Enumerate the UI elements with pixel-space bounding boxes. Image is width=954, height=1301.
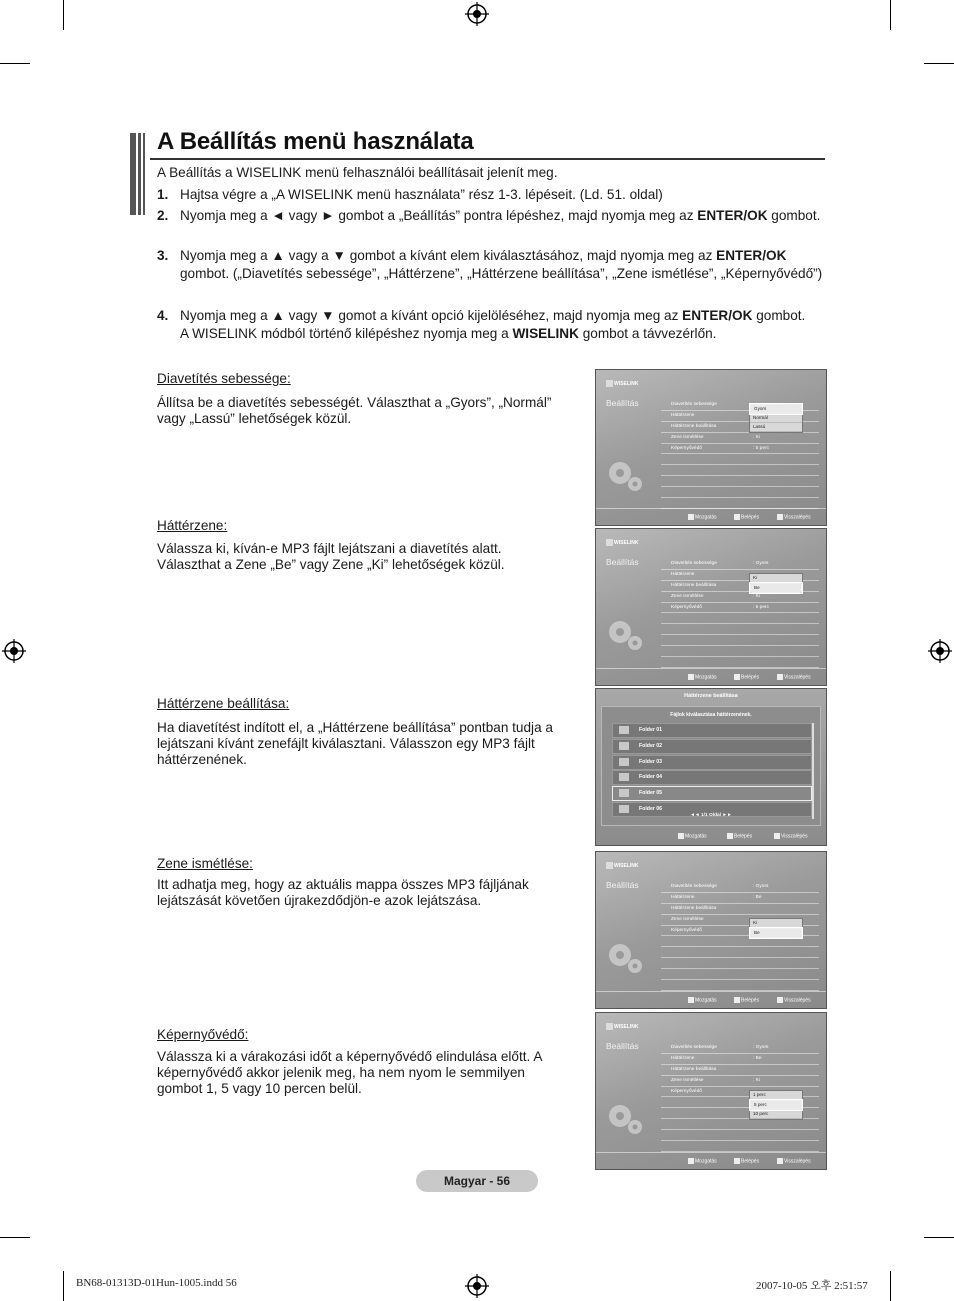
tv-screen-screensaver: [595, 1012, 827, 1170]
settings-row: [661, 657, 819, 668]
folder-icon: [619, 789, 629, 797]
screen-footer: [596, 1152, 826, 1169]
step-text: Hajtsa végre a „A WISELINK menü használata” rész 1-3. lépéseit. (Ld. 51. oldal): [180, 187, 663, 202]
settings-row: [661, 487, 819, 498]
setting-value: : Be: [753, 894, 762, 900]
settings-row: [661, 1130, 819, 1141]
settings-row: [661, 958, 819, 969]
footer-enter: Belépés: [727, 833, 752, 839]
settings-row: [661, 635, 819, 646]
setting-label: Háttérzene: [671, 1055, 695, 1061]
logo-text: WISELINK: [614, 862, 639, 869]
setting-value: : Ki: [753, 434, 760, 440]
section-body: Válassza ki, kíván-e MP3 fájlt lejátszani a diavetítés alatt. Választhat a Zene „Be” vagy Zene „Ki” lehetőségek közül.: [157, 541, 505, 572]
option-item[interactable]: Ki: [750, 919, 802, 928]
footer-back: Visszalépés: [777, 1158, 811, 1164]
section-title: Képernyővédő:: [157, 1027, 249, 1042]
wiselink-logo: [606, 1023, 638, 1030]
folder-icon: [619, 773, 629, 781]
folder-list-box: [601, 706, 821, 826]
print-timestamp: 2007-10-05 오후 2:51:57: [756, 1280, 868, 1292]
setting-value: : Ki: [753, 1077, 760, 1083]
crop-mark: [890, 1271, 891, 1301]
settings-row: [661, 476, 819, 487]
footer-move: Mozgatás: [688, 997, 717, 1003]
folder-name: Folder 02: [639, 742, 663, 749]
step-text: Nyomja meg a ▲ vagy ▼ gomot a kívánt opció kijelöléséhez, majd nyomja meg az ENTER/OK gombot. A WISELINK módból történő kilépéshez nyomja meg a WISELINK gombot a távvezérlőn.: [180, 308, 806, 341]
tv-screen-background-music: [595, 528, 827, 686]
settings-row: [661, 947, 819, 958]
crop-mark: [890, 0, 891, 30]
registration-mark-icon: [2, 639, 26, 663]
setting-label: Háttérzene: [671, 894, 695, 900]
crop-mark: [0, 63, 30, 64]
settings-row[interactable]: [661, 893, 819, 904]
step-text: Nyomja meg a ◄ vagy ► gombot a „Beállítás” pontra lépéshez, majd nyomja meg az ENTER/OK gombot.: [180, 208, 821, 223]
section-body: Ha diavetítést indított el, a „Háttérzene beállítása” pontban tudja a lejátszani kívánt zenefájlt kiválasztani. Válasszon egy MP3 fájlt háttérzenének.: [157, 720, 553, 767]
section-body: Válassza ki a várakozási időt a képernyővédő elindulása előtt. A képernyővédő akkor jelenik meg, ha nem nyom le semmilyen gombot 1, 5 vagy 10 percen belül.: [157, 1049, 542, 1096]
settings-row[interactable]: [661, 1065, 819, 1076]
crop-mark: [63, 1271, 64, 1301]
setting-label: Diavetítés sebessége: [671, 561, 717, 566]
option-item[interactable]: Gyors: [750, 404, 802, 414]
setting-label: Zene ismétlése: [671, 593, 704, 599]
settings-row: [661, 969, 819, 980]
setting-label: Képernyővédő: [671, 1088, 702, 1094]
screen-footer: [596, 991, 826, 1008]
footer-enter: Belépés: [734, 674, 759, 680]
setting-label: Háttérzene: [671, 412, 695, 418]
setting-label: Háttérzene beállítása: [671, 423, 717, 429]
footer-move: Mozgatás: [678, 833, 707, 839]
settings-row[interactable]: [661, 1076, 819, 1087]
setting-value: : 5 perc: [753, 604, 769, 610]
folder-item[interactable]: [612, 723, 812, 738]
settings-row[interactable]: [661, 882, 819, 893]
section-title: Háttérzene beállítása:: [157, 696, 290, 711]
registration-mark-icon: [465, 2, 489, 26]
settings-row[interactable]: [661, 559, 819, 570]
step-number: 2.: [157, 208, 169, 223]
section-body: Állítsa be a diavetítés sebességét. Választhat a „Gyors”, „Normál” vagy „Lassú” lehetőségek közül.: [157, 395, 552, 426]
option-item[interactable]: 5 perc: [750, 1100, 802, 1110]
setting-label: Képernyővédő: [671, 927, 702, 933]
settings-row: [661, 613, 819, 624]
screen-footer: [596, 829, 826, 845]
setting-label: Háttérzene beállítása: [671, 905, 717, 911]
setting-label: Háttérzene beállítása: [671, 1066, 717, 1072]
folder-icon: [619, 742, 629, 750]
folder-name: Folder 03: [639, 758, 663, 765]
folder-item[interactable]: [612, 739, 812, 754]
intro-text: A Beállítás a WISELINK menü felhasználói beállításait jelenít meg.: [157, 165, 558, 180]
pager[interactable]: ◄◄ 1/1 Oldal ►►: [690, 813, 732, 818]
logo-text: WISELINK: [614, 380, 639, 387]
setting-value: : Gyors: [753, 884, 769, 889]
footer-back: Visszalépés: [777, 514, 811, 520]
screen-title: Háttérzene beállítása: [684, 693, 738, 699]
folder-item[interactable]: [612, 770, 812, 785]
scrollbar[interactable]: [812, 723, 814, 819]
menu-name: Beállítás: [606, 398, 639, 408]
option-item[interactable]: Lassú: [750, 423, 802, 432]
menu-name: Beállítás: [606, 1041, 639, 1051]
crop-mark: [63, 0, 64, 30]
logo-text: WISELINK: [614, 539, 639, 546]
footer-move: Mozgatás: [688, 1158, 717, 1164]
setting-label: Diavetítés sebessége: [671, 884, 717, 889]
gear-icon: [604, 937, 646, 979]
folder-name: Folder 06: [639, 806, 663, 812]
setting-value: : 5 perc: [753, 445, 769, 451]
footer-back: Visszalépés: [777, 674, 811, 680]
footer-enter: Belépés: [734, 997, 759, 1003]
setting-label: Háttérzene: [671, 571, 695, 577]
tv-screen-slideshow-speed: [595, 369, 827, 526]
screen-footer: [596, 508, 826, 525]
folder-name: Folder 05: [639, 790, 663, 797]
setting-value: : Gyors: [753, 561, 769, 566]
settings-row: [661, 646, 819, 657]
gear-icon: [604, 455, 646, 497]
options-popup[interactable]: [749, 573, 803, 594]
screen-footer: [596, 668, 826, 685]
page-title: A Beállítás menü használata: [157, 128, 474, 155]
gear-icon: [604, 614, 646, 656]
footer-back: Visszalépés: [777, 997, 811, 1003]
setting-label: Zene ismétlése: [671, 434, 704, 440]
step-number: 3.: [157, 248, 169, 263]
wiselink-logo: [606, 539, 638, 546]
folder-icon: [619, 726, 629, 734]
folder-item[interactable]: [612, 755, 812, 770]
settings-row: [661, 980, 819, 991]
option-item[interactable]: Be: [750, 583, 802, 593]
setting-value: : Gyors: [753, 1045, 769, 1050]
setting-value: : Be: [753, 1055, 762, 1061]
folder-name: Folder 01: [639, 727, 663, 733]
folder-icon: [619, 758, 629, 766]
setting-value: : Ki: [753, 593, 760, 599]
setting-label: Zene ismétlése: [671, 1077, 704, 1083]
options-popup[interactable]: [749, 1090, 803, 1120]
options-popup[interactable]: [749, 918, 803, 939]
step-number: 1.: [157, 187, 169, 202]
settings-row: [661, 465, 819, 476]
settings-row[interactable]: [661, 1043, 819, 1054]
footer-move: Mozgatás: [688, 514, 717, 520]
tv-screen-music-repeat: [595, 851, 827, 1009]
title-bar-decoration: [130, 133, 146, 215]
footer-move: Mozgatás: [688, 674, 717, 680]
settings-row: [661, 624, 819, 635]
wiselink-logo: [606, 380, 638, 387]
menu-name: Beállítás: [606, 557, 639, 567]
option-item[interactable]: Ki: [750, 574, 802, 583]
section-title: Háttérzene:: [157, 518, 228, 533]
setting-label: Zene ismétlése: [671, 916, 704, 922]
crop-mark: [0, 1237, 30, 1238]
print-file-name: BN68-01313D-01Hun-1005.indd 56: [76, 1277, 237, 1289]
tv-screen-background-music-setting: [595, 688, 827, 846]
options-popup[interactable]: [749, 403, 803, 433]
setting-label: Képernyővédő: [671, 604, 702, 610]
option-item[interactable]: 1 perc: [750, 1091, 802, 1100]
folder-name: Folder 04: [639, 774, 663, 781]
footer-back: Visszalépés: [774, 833, 808, 839]
settings-row[interactable]: [661, 603, 819, 614]
settings-row[interactable]: [661, 433, 819, 444]
page-number: Magyar - 56: [416, 1170, 538, 1192]
registration-mark-icon: [465, 1274, 489, 1298]
option-item[interactable]: Normál: [750, 414, 802, 423]
section-title: Diavetítés sebessége:: [157, 371, 291, 386]
step-text: Nyomja meg a ▲ vagy a ▼ gombot a kívánt elem kiválasztásához, majd nyomja meg az ENTER/OK gombot. („Diavetítés sebessége”, „Háttérzene”, „Háttérzene beállítása”, „Zene ismétlése”, „Képernyővédő”): [180, 248, 823, 281]
setting-label: Diavetítés sebessége: [671, 1045, 717, 1050]
crop-mark: [924, 1237, 954, 1238]
section-body: Itt adhatja meg, hogy az aktuális mappa összes MP3 fájljának lejátszását követően újrakezdődjön-e azok lejátszása.: [157, 877, 529, 908]
setting-label: Diavetítés sebessége: [671, 402, 717, 407]
settings-row[interactable]: [661, 1054, 819, 1065]
crop-mark: [924, 63, 954, 64]
footer-enter: Belépés: [734, 1158, 759, 1164]
settings-row: [661, 1141, 819, 1152]
menu-name: Beállítás: [606, 880, 639, 890]
registration-mark-icon: [928, 639, 952, 663]
option-item[interactable]: 10 perc: [750, 1110, 802, 1119]
title-divider: [150, 158, 825, 160]
gear-icon: [604, 1098, 646, 1140]
option-item[interactable]: Be: [750, 928, 802, 938]
setting-label: Képernyővédő: [671, 445, 702, 451]
folder-item[interactable]: [612, 786, 812, 801]
settings-row: [661, 1119, 819, 1130]
settings-row[interactable]: [661, 904, 819, 915]
settings-row: [661, 454, 819, 465]
screen-subtitle: Fájlok kiválasztása háttérzenének.: [670, 712, 752, 718]
setting-label: Háttérzene beállítása: [671, 582, 717, 588]
settings-row[interactable]: [661, 444, 819, 455]
folder-icon: [619, 805, 629, 813]
footer-enter: Belépés: [734, 514, 759, 520]
logo-text: WISELINK: [614, 1023, 639, 1030]
section-title: Zene ismétlése:: [157, 856, 253, 871]
wiselink-logo: [606, 862, 638, 869]
step-number: 4.: [157, 308, 169, 323]
